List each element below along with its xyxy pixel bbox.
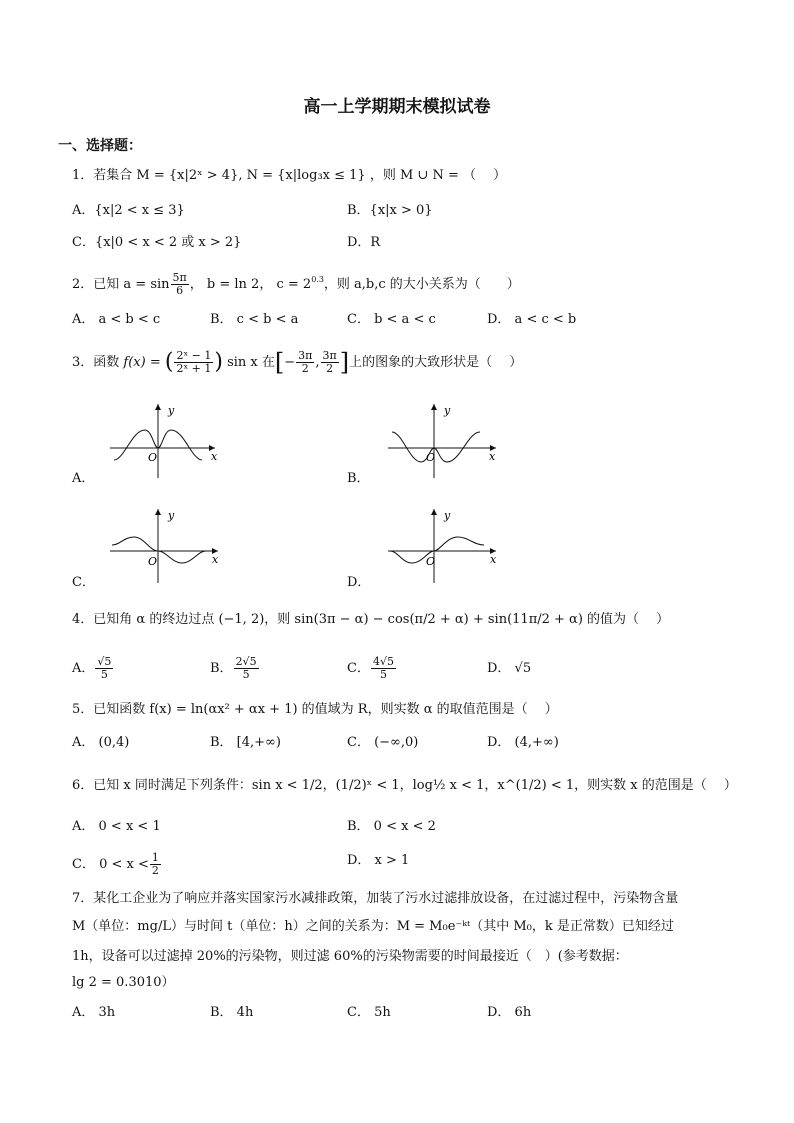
q3-stem-pre: 3．函数 <box>72 355 120 370</box>
graph-c-x-label: x <box>212 553 219 566</box>
q1-stem-post: ，则 M ∪ N = （ ） <box>369 168 507 183</box>
q3-fraction <box>174 350 213 375</box>
graph-d-origin: O <box>426 555 436 568</box>
graph-b-x-label: x <box>489 450 496 463</box>
graph-d-svg <box>388 505 518 585</box>
q3-int-right-den: 2 <box>326 362 334 375</box>
graph-a-svg <box>110 400 240 480</box>
q5-option-c[interactable]: C． (−∞,0) <box>347 735 419 750</box>
q3-interval-right <box>321 350 339 375</box>
question-3-stem: 3．函数 f(x) = ( $\frac{\text{2ˣ − 1}}{\text{2ˣ + 1}}$ ) sin x 在[− $\frac{3\pi}{2}$ , $\frac{3\pi}{2}$ ]上的图象的大致形状是（ ） <box>72 348 523 377</box>
section-heading: 一、选择题： <box>58 138 142 154</box>
q7-option-d[interactable]: D． 6h <box>487 1005 532 1020</box>
q4-b-label: B． <box>210 661 233 676</box>
q3-graph-d[interactable] <box>388 505 518 585</box>
q3-graph-a[interactable] <box>110 400 240 480</box>
q5-option-a[interactable]: A． (0,4) <box>72 735 130 750</box>
q4-a-fraction <box>95 656 113 681</box>
q2-frac-num: 5π <box>172 271 187 284</box>
q6-option-c[interactable] <box>72 852 162 877</box>
q6-c-den: 2 <box>151 864 159 877</box>
q3-option-c[interactable]: C． <box>72 575 95 590</box>
q1-option-d[interactable]: D．R <box>347 235 381 250</box>
q4-option-b[interactable] <box>210 656 260 681</box>
graph-d-y-label: y <box>444 509 451 522</box>
q2-option-a[interactable]: A． a < b < c <box>72 312 161 327</box>
q4-c-num: 4√5 <box>372 655 394 668</box>
question-2-stem: 2．已知 a = sin $\frac{5\pi}{6}$ ， b = ln 2， $c = 2^{0.3}$，则 a,b,c 的大小关系为（ ） <box>72 271 520 297</box>
graph-c-svg <box>110 505 240 585</box>
q1-stem-pre: 1．若集合 <box>72 168 133 183</box>
graph-d-x-label: x <box>490 553 497 566</box>
question-7-line-2: M（单位：mg/L）与时间 t（单位：h）之间的关系为：M = M₀e⁻ᵏᵗ（其中 M₀，k 是正常数）已知经过 <box>72 919 674 934</box>
question-7-line-4: lg 2 = 0.3010） <box>72 975 175 990</box>
q2-b-def: b = ln 2 <box>206 277 260 292</box>
q4-b-num: 2√5 <box>235 655 257 668</box>
question-7-line-1: 7．某化工企业为了响应并落实国家污水减排政策，加装了污水过滤排放设备，在过滤过程中，污染物含量 <box>72 891 679 906</box>
graph-c-origin: O <box>148 555 158 568</box>
q6-c-num: 1 <box>151 851 159 864</box>
q2-c-def: c = 2 <box>276 277 312 292</box>
q6-option-a[interactable]: A． 0 < x < 1 <box>72 819 161 834</box>
q2-option-b[interactable]: B． c < b < a <box>210 312 299 327</box>
q2-frac-den: 6 <box>176 284 184 297</box>
q2-stem-pre: 2．已知 <box>72 277 120 292</box>
graph-c-y-label: y <box>168 509 175 522</box>
q6-c-fraction <box>150 852 161 877</box>
q2-a-def: a = sin <box>123 277 170 292</box>
graph-b-svg <box>388 400 518 480</box>
graph-b-origin: O <box>426 451 436 464</box>
graph-a-y-label: y <box>168 404 175 417</box>
graph-b-y-label: y <box>444 404 451 417</box>
q1-option-a[interactable]: A．{x|2 < x ≤ 3} <box>72 203 185 218</box>
q4-c-fraction <box>371 656 396 681</box>
question-7-line-3: 1h，设备可以过滤掉 20%的污染物，则过滤 60%的污染物需要的时间最接近（ ）(参考数据： <box>72 949 628 964</box>
q3-option-b[interactable]: B． <box>347 471 370 486</box>
q2-fraction <box>171 272 189 297</box>
q1-set-m: M = {x|2ˣ > 4} <box>136 168 239 183</box>
q3-function-name: f(x) = <box>123 355 161 370</box>
q2-option-d[interactable]: D． a < c < b <box>487 312 577 327</box>
q3-graph-c[interactable] <box>110 505 240 585</box>
q6-option-b[interactable]: B． 0 < x < 2 <box>347 819 436 834</box>
q7-option-a[interactable]: A． 3h <box>72 1005 116 1020</box>
q4-b-den: 5 <box>242 668 250 681</box>
q4-c-label: C． <box>347 661 370 676</box>
q3-graph-b[interactable] <box>388 400 518 480</box>
q5-option-b[interactable]: B． [4,+∞) <box>210 735 281 750</box>
q3-int-left-den: 2 <box>301 362 309 375</box>
q3-frac-den: 2ˣ + 1 <box>176 362 212 375</box>
q4-option-a[interactable] <box>72 656 114 681</box>
q2-option-c[interactable]: C． b < a < c <box>347 312 436 327</box>
q2-stem-post: ，则 a,b,c 的大小关系为（ ） <box>323 277 520 292</box>
q3-option-d[interactable]: D． <box>347 575 371 590</box>
q3-int-left-num: 3π <box>298 349 313 362</box>
question-5-stem: 5．已知函数 f(x) = ln(αx² + αx + 1) 的值域为 R，则实数 α 的取值范围是（ ） <box>72 702 558 717</box>
q6-c-label: C． 0 < x < <box>72 857 149 872</box>
question-4-stem: 4．已知角 α 的终边过点 (−1, 2)，则 sin(3π − α) − cos(π/2 + α) + sin(11π/2 + α) 的值为（ ） <box>72 612 670 627</box>
q3-int-right-num: 3π <box>322 349 337 362</box>
q4-option-d[interactable]: D． √5 <box>487 661 532 676</box>
graph-a-origin: O <box>148 451 158 464</box>
q1-option-c[interactable]: C．{x|0 < x < 2 或 x > 2} <box>72 235 242 250</box>
graph-a-x-label: x <box>211 450 218 463</box>
q7-option-c[interactable]: C． 5h <box>347 1005 391 1020</box>
q1-set-n: N = {x|log₃x ≤ 1} <box>246 168 366 183</box>
question-1-stem: 1．若集合 M = {x|2ˣ > 4}, N = {x|log₃x ≤ 1} ，则 M ∪ N = （ ） <box>72 168 507 183</box>
q6-option-d[interactable]: D． x > 1 <box>347 853 410 868</box>
q4-a-num: √5 <box>97 655 112 668</box>
q5-option-d[interactable]: D． (4,+∞) <box>487 735 559 750</box>
page-title: 高一上学期期末模拟试卷 <box>303 97 491 117</box>
q4-a-den: 5 <box>100 668 108 681</box>
q1-option-b[interactable]: B．{x|x > 0} <box>347 203 433 218</box>
q4-a-label: A． <box>72 661 95 676</box>
q4-c-den: 5 <box>379 668 387 681</box>
q4-option-c[interactable] <box>347 656 397 681</box>
q3-frac-num: 2ˣ − 1 <box>176 349 212 362</box>
q3-stem-post: 上的图象的大致形状是（ ） <box>349 355 523 370</box>
question-6-stem: 6．已知 x 同时满足下列条件：sin x < 1/2，(1/2)ˣ < 1，log½ x < 1，x^(1/2) < 1，则实数 x 的范围是（ ） <box>72 778 737 793</box>
q3-sin-text: sin x 在 <box>227 355 275 370</box>
q3-interval-left <box>296 350 314 375</box>
q4-b-fraction <box>234 656 259 681</box>
q3-option-a[interactable]: A． <box>72 471 95 486</box>
q2-c-exponent: 0.3 <box>311 275 324 284</box>
q7-option-b[interactable]: B． 4h <box>210 1005 254 1020</box>
